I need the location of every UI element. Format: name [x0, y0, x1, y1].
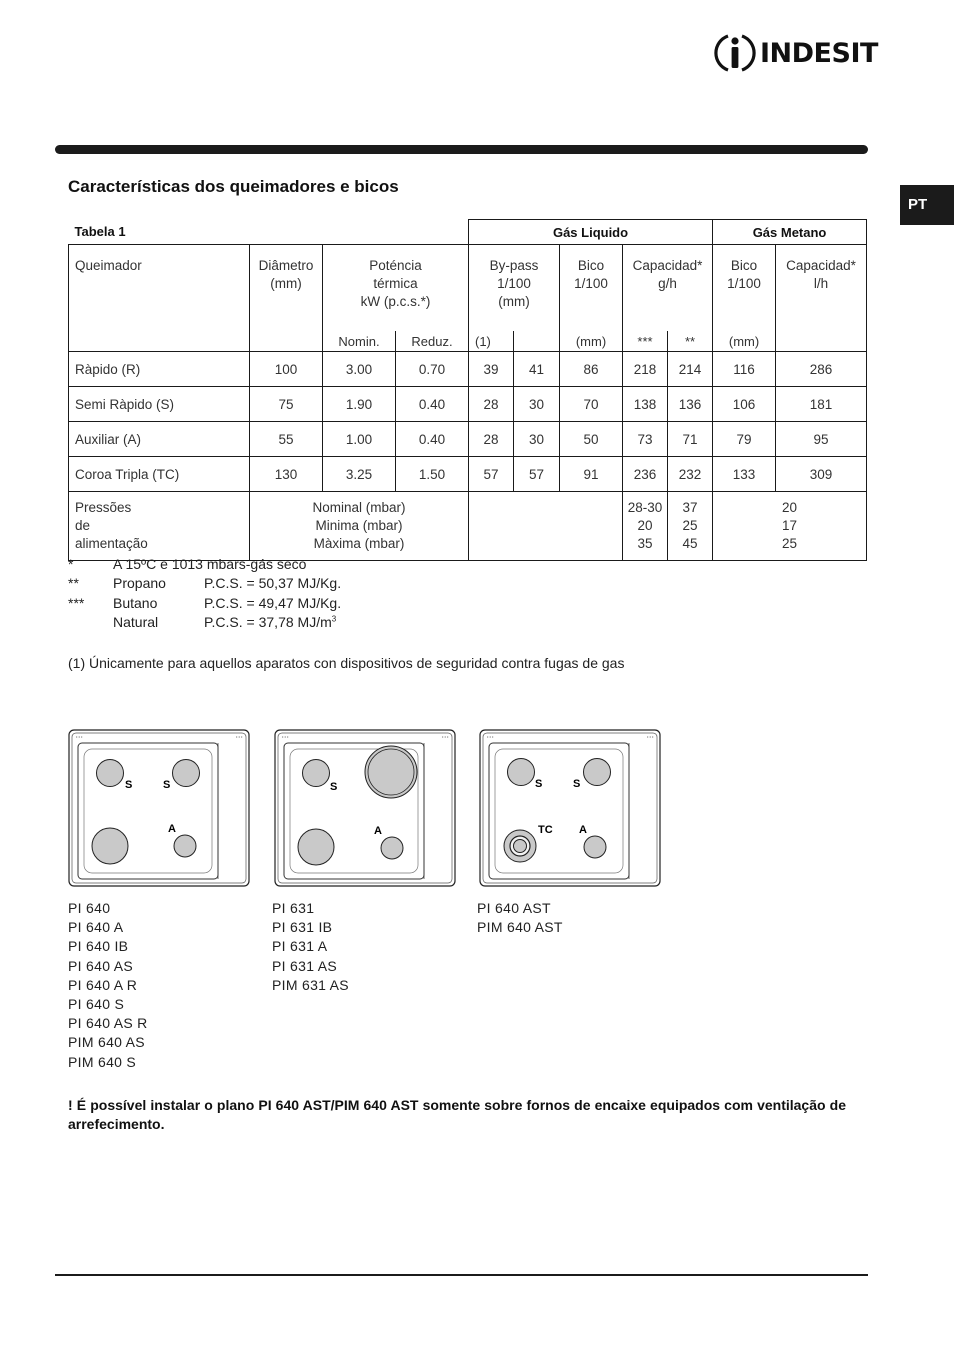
burner-spec-table: [68, 219, 867, 561]
header-diameter: Diâmetro (mm): [250, 245, 323, 352]
list-item: PI 631 A: [272, 938, 328, 955]
list-item: PIM 631 AS: [272, 976, 349, 993]
footnote-note-1: (1) Únicamente para aquellos aparatos con dispositivos de seguridad contra fugas de gas: [68, 655, 625, 671]
burner-label-bl: TC: [538, 824, 553, 836]
burner-label-br: A: [168, 823, 176, 835]
subheader-reduz: Reduz.: [396, 331, 469, 352]
burner-label-br: A: [374, 825, 382, 837]
pressure-methane: 20 17 25: [713, 492, 867, 561]
subheader-bypass-blank: [514, 331, 560, 352]
table-row: Auxiliar (A) 55 1.00 0.40 28 30 50 73 71 79 95: [69, 422, 867, 457]
model-list-3: [477, 899, 563, 937]
pressure-blank: [469, 492, 623, 561]
list-item: PI 640 A: [68, 919, 124, 936]
bottom-divider: [55, 1274, 868, 1276]
list-item: PIM 640 S: [68, 1053, 137, 1070]
list-item: PI 631: [272, 900, 315, 916]
table-caption: Tabela 1: [69, 220, 469, 245]
language-tab: PT: [900, 185, 954, 225]
burner-label-tl: S: [330, 781, 338, 793]
burner-label-tl: S: [125, 779, 133, 791]
svg-text:• • •: • • •: [282, 734, 289, 739]
subheader-propane: **: [668, 331, 713, 352]
header-methane-nozzle: Bico 1/100: [713, 245, 776, 332]
list-item: PI 640 AS: [68, 957, 133, 974]
footnote-star: * A 15ºC e 1013 mbars-gás seco: [68, 556, 307, 572]
pressure-types: Nominal (mbar) Minima (mbar) Màxima (mbar): [250, 492, 469, 561]
subheader-bypass-note: (1): [469, 331, 514, 352]
list-item: PI 640 AS R: [68, 1015, 148, 1032]
svg-text:• • •: • • •: [647, 734, 654, 739]
footnote-natural: Natural P.C.S. = 37,78 $MJ/m^3$: [113, 614, 337, 630]
table-row: Coroa Tripla (TC) 130 3.25 1.50 57 57 91 236 232 133 309: [69, 457, 867, 492]
pressure-row: [69, 492, 867, 561]
subheader-nozzle-mm: (mm): [560, 331, 623, 352]
footnote-propane: ** Propano P.C.S. = 50,37 MJ/Kg.: [68, 575, 342, 591]
footnote-butane: *** Butano P.C.S. = 49,47 MJ/Kg.: [68, 595, 342, 611]
burner-label-tr: S: [573, 778, 581, 790]
list-item: PI 640: [68, 900, 111, 916]
svg-text:• • •: • • •: [236, 734, 243, 739]
list-item: PI 640 S: [68, 996, 125, 1013]
group-methane-gas: Gás Metano: [713, 220, 867, 245]
header-power: Poténcia térmica kW (p.c.s.*): [323, 245, 469, 332]
cooktop-diagram-3-burners: [274, 729, 456, 887]
model-list-1: [68, 899, 148, 1072]
table-row: Semi Ràpido (S) 75 1.90 0.40 28 30 70 138 136 106 181: [69, 387, 867, 422]
header-nozzle: Bico 1/100: [560, 245, 623, 332]
burner-label-br: A: [579, 824, 587, 836]
cooktop-diagram-4-burners: [68, 729, 250, 887]
table-row: Ràpido (R) 100 3.00 0.70 39 41 86 218 214 116 286: [69, 352, 867, 387]
indesit-logo: [714, 32, 878, 74]
cooktop-diagram-triple-crown: [479, 729, 661, 887]
svg-text:• • •: • • •: [487, 734, 494, 739]
brand-name: INDESIT: [760, 38, 878, 69]
section-title: Características dos queimadores e bicos: [68, 177, 399, 196]
header-burner: Queimador: [69, 245, 250, 352]
header-capacity-gh: Capacidad* g/h: [623, 245, 713, 332]
group-liquid-gas: Gás Liquido: [469, 220, 713, 245]
burner-label-tr: S: [163, 779, 171, 791]
pressure-label: Pressões de alimentação: [69, 492, 250, 561]
svg-text:• • •: • • •: [442, 734, 449, 739]
header-methane-capacity: Capacidad* l/h: [776, 245, 867, 352]
pressure-butane: 28-30 20 35: [623, 492, 668, 561]
list-item: PI 631 AS: [272, 957, 337, 974]
list-item: PIM 640 AS: [68, 1034, 145, 1051]
model-list-2: [272, 899, 349, 995]
list-item: PI 640 AST: [477, 900, 551, 916]
header-bypass: By-pass 1/100 (mm): [469, 245, 560, 332]
pressure-propane: 37 25 45: [668, 492, 713, 561]
subheader-butane: ***: [623, 331, 668, 352]
top-divider: [55, 145, 868, 154]
subheader-nomin: Nomin.: [323, 331, 396, 352]
svg-text:• • •: • • •: [76, 734, 83, 739]
list-item: PI 640 IB: [68, 938, 129, 955]
indesit-logo-icon: [714, 32, 758, 74]
list-item: PI 631 IB: [272, 919, 333, 936]
burner-label-tl: S: [535, 778, 543, 790]
subheader-methane-nozzle-mm: (mm): [713, 331, 776, 352]
list-item: PIM 640 AST: [477, 919, 563, 936]
installation-warning: ! É possível instalar o plano PI 640 AST/PIM 640 AST somente sobre fornos de encaixe equipados com ventilação de arrefecimento.: [68, 1097, 846, 1132]
list-item: PI 640 A R: [68, 976, 138, 993]
